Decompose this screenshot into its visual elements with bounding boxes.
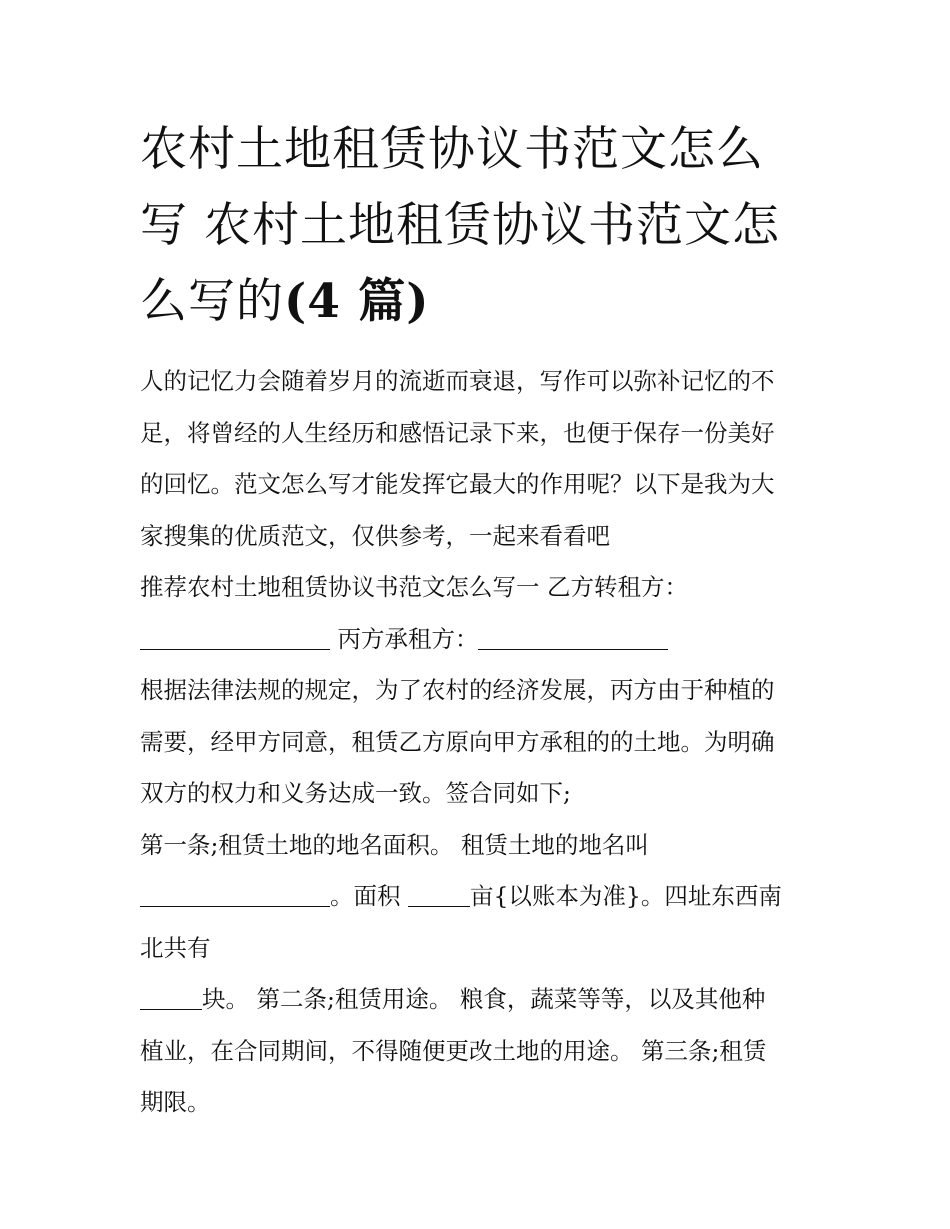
title-line bbox=[140, 264, 820, 340]
body-line: 期限。 bbox=[140, 1088, 211, 1116]
body-line: 人的记忆力会随着岁月的流逝而衰退，写作可以弥补记忆的不 bbox=[140, 367, 775, 395]
fill-blank bbox=[478, 627, 668, 650]
body-line: 的回忆。范文怎么写才能发挥它最大的作用呢？以下是我为大 bbox=[140, 470, 775, 498]
title-line: 农村土地租赁协议书范文怎么 bbox=[140, 122, 764, 177]
body-line: 第一条;租赁土地的地名面积。 租赁土地的地名叫 bbox=[140, 830, 649, 859]
body-line: 足，将曾经的人生经历和感悟记录下来，也便于保存一份美好 bbox=[140, 418, 775, 447]
fill-blank bbox=[140, 884, 330, 907]
title-line: 写 农村土地租赁协议书范文怎 bbox=[140, 198, 780, 253]
body-text: 亩{以账本为准}。四址东西南 bbox=[469, 882, 782, 910]
document-title bbox=[140, 112, 820, 340]
document-body bbox=[140, 356, 820, 1129]
title-text: 么写的 bbox=[140, 274, 284, 329]
fill-blank bbox=[408, 884, 470, 907]
body-line: 家搜集的优质范文，仅供参考，一起来看看吧 bbox=[140, 521, 610, 550]
fill-blank bbox=[140, 627, 330, 650]
body-line bbox=[140, 614, 820, 666]
body-line bbox=[140, 974, 820, 1026]
body-line bbox=[140, 871, 820, 923]
body-text: 。面积 bbox=[330, 882, 408, 910]
body-line: 需要，经甲方同意，租赁乙方原向甲方承租的的土地。为明确 bbox=[140, 727, 775, 756]
body-line: 北共有 bbox=[140, 933, 211, 962]
body-text: 块。 第二条;租赁用途。 粮食，蔬菜等等，以及其他种 bbox=[202, 985, 766, 1013]
body-text: 丙方承租方： bbox=[330, 624, 479, 653]
body-line: 双方的权力和义务达成一致。签合同如下; bbox=[140, 779, 571, 807]
body-line: 根据法律法规的规定，为了农村的经济发展，丙方由于种植的 bbox=[140, 676, 775, 704]
title-count: (4 篇) bbox=[284, 274, 430, 329]
body-line: 植业，在合同期间，不得随便更改土地的用途。 第三条;租赁 bbox=[140, 1036, 767, 1065]
fill-blank bbox=[140, 987, 202, 1010]
body-line: 推荐农村土地租赁协议书范文怎么写一 乙方转租方： bbox=[140, 573, 688, 601]
